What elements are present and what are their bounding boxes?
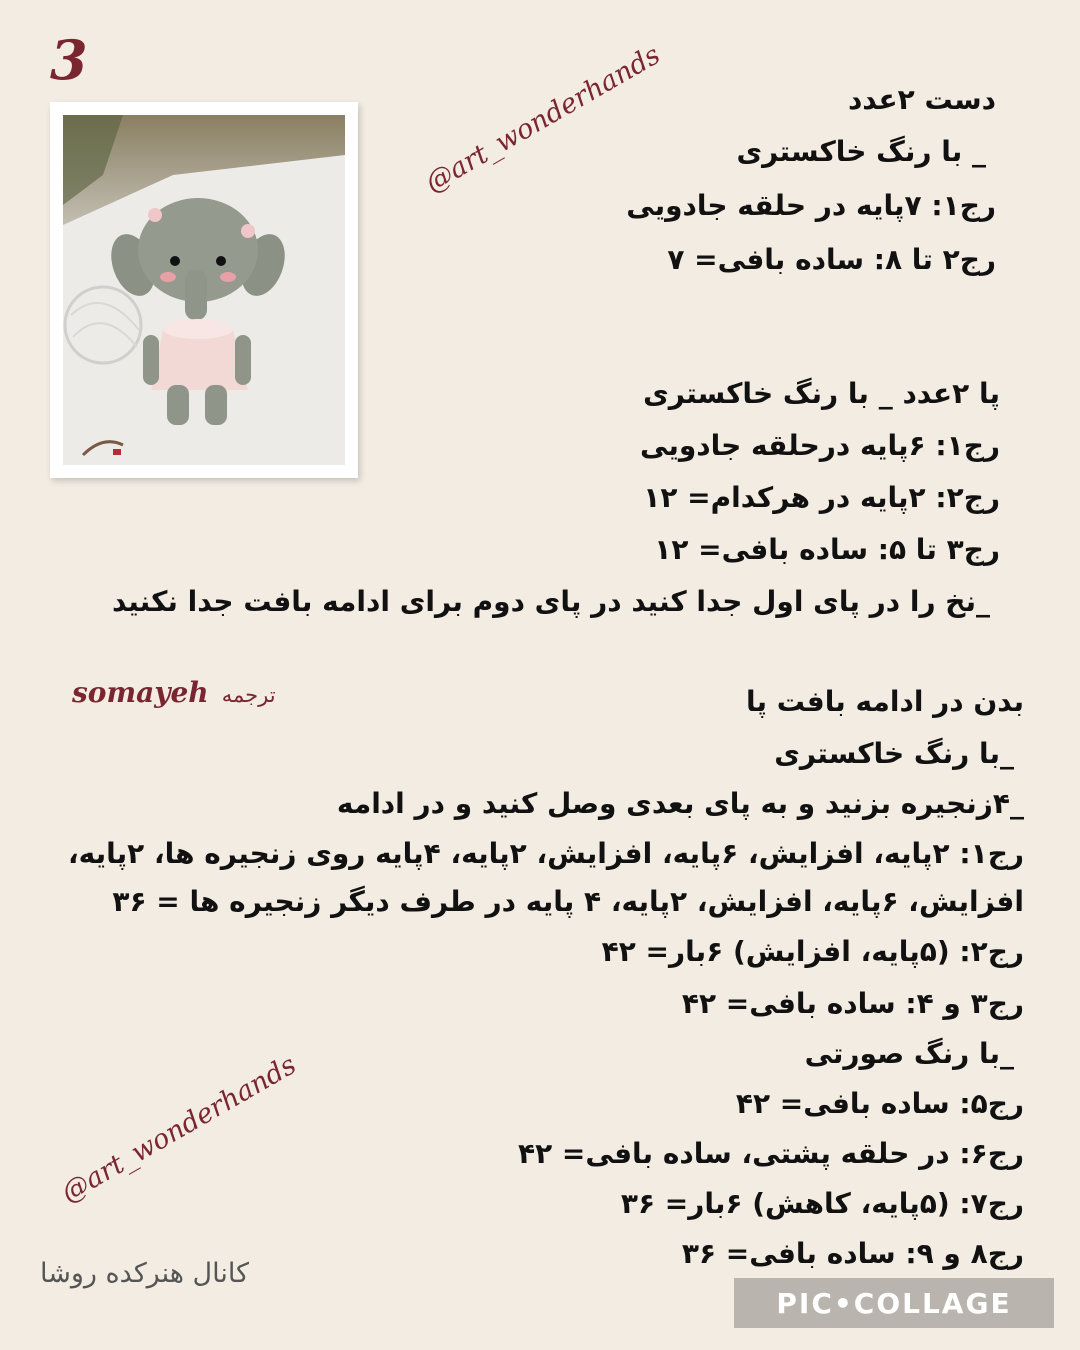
- arms-heading: دست ۲عدد: [847, 83, 996, 116]
- arms-line: _ با رنگ خاکستری: [736, 135, 986, 168]
- body-line: رج۵: ساده بافی= ۴۲: [735, 1087, 1024, 1120]
- watermark-bottom: @art_wonderhands: [56, 1049, 302, 1209]
- legs-line: رج۲: ۲پایه در هرکدام= ۱۲: [643, 481, 1000, 514]
- body-heading: بدن در ادامه بافت پا: [746, 685, 1024, 718]
- arms-line: رج۲ تا ۸: ساده بافی= ۷: [667, 243, 996, 276]
- page-number: 3: [50, 28, 88, 92]
- body-line: رج۷: (۵پایه، کاهش) ۶بار= ۳۶: [620, 1187, 1024, 1220]
- amigurumi-photo: [50, 102, 358, 478]
- body-line: رج۳ و ۴: ساده بافی= ۴۲: [681, 987, 1024, 1020]
- translator-credit: [72, 676, 276, 709]
- body-line: افزایش، ۶پایه، افزایش، ۲پایه، ۴ پایه در طرف دیگر زنجیره ها = ۳۶: [112, 885, 1024, 918]
- translator-name: somayeh: [72, 676, 209, 709]
- legs-heading: پا ۲عدد _ با رنگ خاکستری: [643, 377, 1000, 410]
- body-line: رج۶: در حلقه پشتی، ساده بافی= ۴۲: [517, 1137, 1024, 1170]
- body-line: _۴زنجیره بزنید و به پای بعدی وصل کنید و در ادامه: [336, 787, 1024, 820]
- piccollage-logo: PIC•COLLAGE: [734, 1278, 1054, 1328]
- legs-line: _نخ را در پای اول جدا کنید در پای دوم برای ادامه بافت جدا نکنید: [112, 585, 990, 618]
- watermark-top: @art_wonderhands: [420, 39, 666, 199]
- translator-label: ترجمه: [221, 683, 276, 707]
- body-line: _با رنگ خاکستری: [774, 737, 1014, 770]
- arms-line: رج۱: ۷پایه در حلقه جادویی: [626, 189, 996, 222]
- body-line: _با رنگ صورتی: [804, 1037, 1014, 1070]
- elephant-amigurumi-image: [63, 115, 345, 465]
- body-line: رج۲: (۵پایه، افزایش) ۶بار= ۴۲: [601, 935, 1024, 968]
- legs-line: رج۱: ۶پایه درحلقه جادویی: [639, 429, 1000, 462]
- body-line: رج۸ و ۹: ساده بافی= ۳۶: [681, 1237, 1024, 1270]
- channel-credit: کانال هنرکده روشا: [40, 1258, 249, 1289]
- body-line: رج۱: ۲پایه، افزایش، ۶پایه، افزایش، ۲پایه، ۴پایه روی زنجیره ها، ۲پایه،: [67, 837, 1024, 870]
- legs-line: رج۳ تا ۵: ساده بافی= ۱۲: [654, 533, 1000, 566]
